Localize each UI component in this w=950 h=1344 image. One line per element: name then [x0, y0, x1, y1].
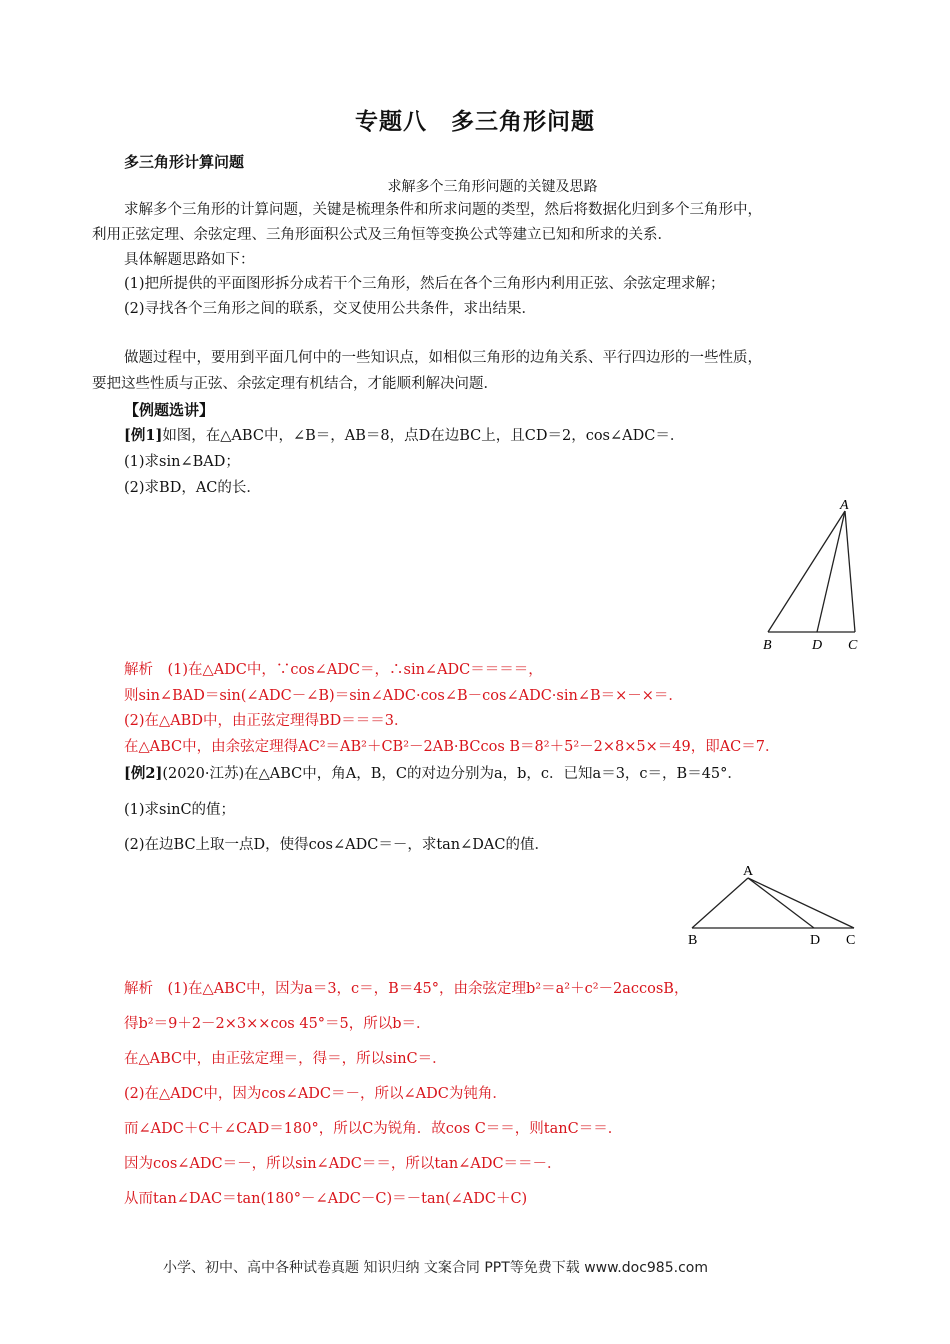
fig2-label-a: A	[743, 864, 754, 879]
example2-solution-1: 解析 (1)在△ABC中，因为a＝3，c＝，B＝45°，由余弦定理b²＝a²＋c²－2accosB，	[124, 981, 689, 997]
example2-figure	[682, 860, 862, 952]
example2-q2: (2)在边BC上取一点D，使得cos∠ADC＝－，求tan∠DAC的值．	[124, 837, 549, 853]
fig2-label-c: C	[846, 933, 856, 948]
example1-figure	[755, 495, 870, 655]
example2-solution-3: 在△ABC中，由正弦定理＝，得＝，所以sinC＝．	[124, 1051, 447, 1067]
example2-stem	[124, 762, 742, 783]
note-line-1: 做题过程中，要用到平面几何中的一些知识点，如相似三角形的边角关系、平行四边形的一些性质，	[124, 350, 762, 366]
section-title: 多三角形计算问题	[124, 153, 245, 171]
fig2-label-d: D	[810, 933, 821, 948]
example1-label: [例1]	[124, 427, 163, 444]
example1-solution-2: 则sin∠BAD＝sin(∠ADC－∠B)＝sin∠ADC·cos∠B－cos∠ADC·sin∠B＝×－×＝．	[124, 688, 683, 704]
subtitle: 求解多个三角形问题的关键及思路	[387, 179, 598, 195]
intro-step-2: (2)寻找各个三角形之间的联系，交叉使用公共条件，求出结果．	[124, 301, 537, 317]
example1-stem	[124, 424, 684, 445]
fig1-label-d: D	[812, 638, 823, 653]
example1-q1: (1)求sin∠BAD；	[124, 454, 240, 470]
example2-solution-6: 因为cos∠ADC＝－，所以sin∠ADC＝＝，所以tan∠ADC＝＝－．	[124, 1156, 562, 1172]
example1-q2: (2)求BD，AC的长．	[124, 480, 261, 496]
example2-stem-text: (2020·江苏)在△ABC中，角A，B，C的对边分别为a，b，c．已知a＝3，c＝，B＝45°．	[162, 766, 742, 782]
example2-solution-7: 从而tan∠DAC＝tan(180°－∠ADC－C)＝－tan(∠ADC＋C)	[124, 1191, 528, 1207]
footer-text: 小学、初中、高中各种试卷真题 知识归纳 文案合同 PPT等免费下载 www.doc985.com	[163, 1260, 708, 1276]
fig1-label-b: B	[763, 638, 772, 653]
example2-label: [例2]	[124, 765, 163, 782]
example2-solution-2: 得b²＝9＋2－2×3××cos 45°＝5，所以b＝．	[124, 1016, 431, 1032]
examples-header: 【例题选讲】	[124, 401, 215, 419]
example1-solution-4: 在△ABC中，由余弦定理得AC²＝AB²＋CB²－2AB·BCcos B＝8²＋5²－2×8×5×＝49，即AC＝7．	[124, 739, 780, 755]
fig1-label-a: A	[840, 498, 849, 513]
intro-line-3: 具体解题思路如下：	[124, 252, 255, 268]
page-title: 专题八 多三角形问题	[355, 109, 595, 135]
intro-line-1: 求解多个三角形的计算问题，关键是梳理条件和所求问题的类型，然后将数据化归到多个三角形中，	[124, 202, 762, 218]
fig1-side-ab	[768, 511, 845, 632]
intro-line-2: 利用正弦定理、余弦定理、三角形面积公式及三角恒等变换公式等建立已知和所求的关系．	[92, 227, 672, 243]
fig1-label-c: C	[848, 638, 858, 653]
fig2-side-ac	[748, 878, 854, 928]
fig2-side-ab	[692, 878, 748, 928]
fig2-label-b: B	[688, 933, 698, 948]
example2-solution-5: 而∠ADC＋C＋∠CAD＝180°，所以C为锐角．故cos C＝＝，则tanC＝＝．	[124, 1121, 623, 1137]
example2-q1: (1)求sinC的值；	[124, 802, 236, 818]
fig1-segment-ad	[817, 511, 845, 632]
example1-solution-3: (2)在△ABD中，由正弦定理得BD＝＝＝3．	[124, 713, 409, 729]
example1-stem-text: 如图，在△ABC中，∠B＝，AB＝8，点D在边BC上，且CD＝2，cos∠ADC＝．	[162, 428, 685, 444]
fig1-side-ac	[845, 511, 855, 632]
note-line-2: 要把这些性质与正弦、余弦定理有机结合，才能顺利解决问题．	[92, 376, 498, 392]
example1-solution-1: 解析 (1)在△ADC中，∵cos∠ADC＝，∴sin∠ADC＝＝＝＝，	[124, 662, 543, 678]
example2-solution-4: (2)在△ADC中，因为cos∠ADC＝－，所以∠ADC为钝角．	[124, 1086, 507, 1102]
intro-step-1: (1)把所提供的平面图形拆分成若干个三角形，然后在各个三角形内利用正弦、余弦定理求解；	[124, 276, 725, 292]
fig2-segment-ad	[748, 878, 814, 928]
